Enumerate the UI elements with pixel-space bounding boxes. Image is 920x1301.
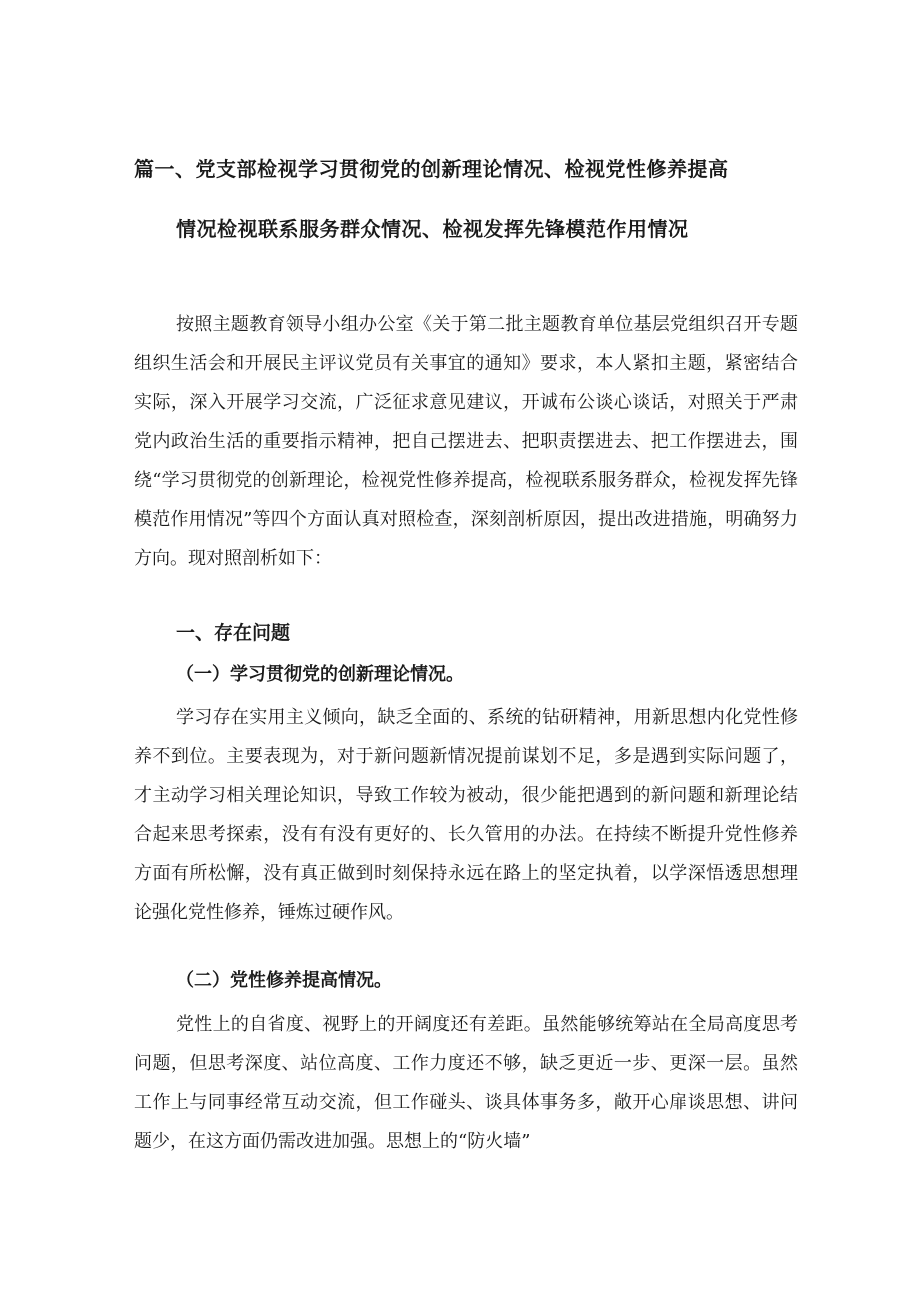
intro-paragraph: 按照主题教育领导小组办公室《关于第二批主题教育单位基层党组织召开专题组织生活会和开展民主评议党员有关事宜的通知》要求，本人紧扣主题，紧密结合实际，深入开展学习交流，广泛征求意见建议，开诚布公谈心谈话，对照关于严肃党内政治生活的重要指示精神，把自己摆进去、把职责摆进去、把工作摆进去，围绕“学习贯彻党的创新理论，检视党性修养提高，检视联系服务群众，检视发挥先锋模范作用情况”等四个方面认真对照检查，深刻剖析原因，提出改进措施，明确努力方向。现对照剖析如下： xyxy=(134,314,798,569)
subsection-1-paragraph: 学习存在实用主义倾向，缺乏全面的、系统的钻研精神，用新思想内化党性修养不到位。主要表现为，对于新问题新情况提前谋划不足，多是遇到实际问题了，才主动学习相关理论知识，导致工作较为被动，很少能把遇到的新问题和新理论结合起来思考探索，没有有没有更好的、长久管用的办法。在持续不断提升党性修养方面有所松懈，没有真正做到时刻保持永远在路上的坚定执着，以学深悟透思想理论强化党性修养，锤炼过硬作风。 xyxy=(134,707,798,923)
document-title-line-1: 篇一、党支部检视学习贯彻党的创新理论情况、检视党性修养提高 xyxy=(134,157,729,181)
section-heading: 一、存在问题 xyxy=(176,622,291,644)
subsection-1-heading: （一）学习贯彻党的创新理论情况。 xyxy=(176,664,464,685)
document-title-line-2: 情况检视联系服务群众情况、检视发挥先锋模范作用情况 xyxy=(176,217,689,241)
subsection-2-paragraph: 党性上的自省度、视野上的开阔度还有差距。虽然能够统筹站在全局高度思考问题，但思考深度、站位高度、工作力度还不够，缺乏更近一步、更深一层。虽然工作上与同事经常互动交流，但工作碰头、谈具体事务多，敞开心扉谈思想、讲问题少，在这方面仍需改进加强。思想上的“防火墙” xyxy=(134,1014,798,1152)
subsection-2-heading: （二）党性修养提高情况。 xyxy=(176,970,392,991)
